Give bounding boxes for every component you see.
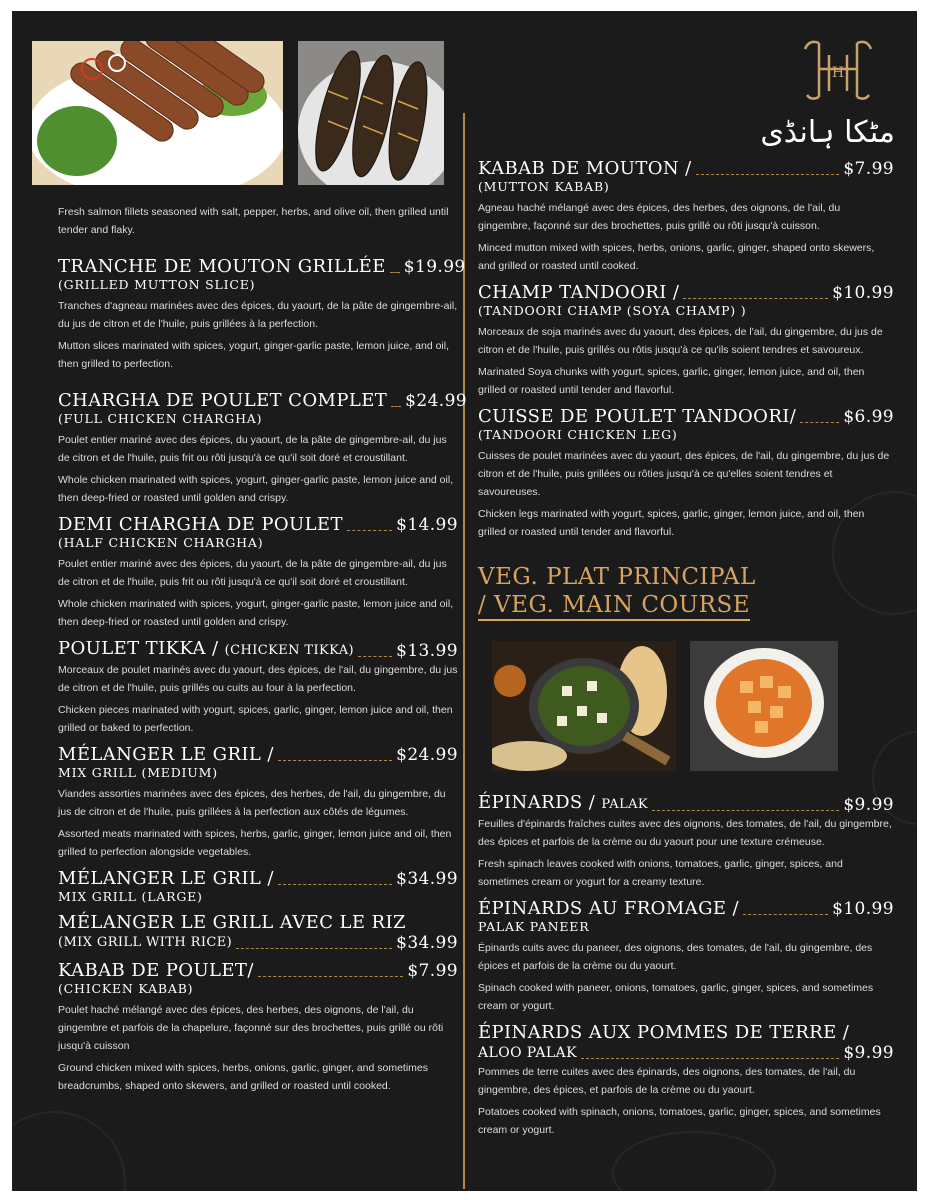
item-desc-en: Fresh spinach leaves cooked with onions, tomatoes, garlic, ginger, spices, and sometimes cream or yogurt for a creamy texture. (478, 858, 843, 888)
item-title: TRANCHE DE MOUTON GRILLÉE (58, 256, 386, 277)
item-subtitle: (TANDOORI CHAMP (SOYA CHAMP) ) (478, 303, 747, 318)
menu-item-chicken-tikka (58, 639, 458, 737)
item-price: $34.99 (396, 869, 458, 889)
item-desc-fr: Poulet entier mariné avec des épices, du yaourt, de la pâte de gingembre-ail, du jus de citron et de l'huile, puis frit ou rôti jusqu'à ce qu'il soit doré et croustillant. (58, 434, 447, 464)
veg-section-title-line1: VEG. PLAT PRINCIPAL (478, 564, 756, 590)
menu-item-palak-paneer (478, 899, 894, 1015)
item-subtitle: MIX GRILL (LARGE) (58, 889, 203, 904)
logo-letter: H (831, 65, 845, 81)
item-price: $19.99 (403, 257, 466, 277)
item-price: $34.99 (396, 933, 458, 953)
item-price: $6.99 (843, 407, 894, 427)
item-price: $10.99 (832, 283, 894, 303)
item-subtitle: (GRILLED MUTTON SLICE) (58, 277, 256, 292)
item-desc-en: Assorted meats marinated with spices, herbs, garlic, ginger, lemon juice and oil, then grilled to perfection alongside vegetables. (58, 828, 452, 858)
item-title: CHAMP TANDOORI / (478, 282, 680, 303)
item-price: $9.99 (843, 1043, 894, 1063)
item-desc-fr: Tranches d'agneau marinées avec des épices, du yaourt, de la pâte de gingembre-ail, du jus de citron et de l'huile, puis grillées à la perfection. (58, 300, 458, 330)
grilled-fish-photo (298, 41, 444, 185)
item-desc-fr: Poulet haché mélangé avec des épices, des herbes, des oignons, de l'ail, du gingembre et parfois de la chapelure, façonné sur des brochettes, puis grillé ou rôti jusqu'à cuisson (58, 1004, 444, 1052)
item-price: $24.99 (396, 745, 458, 765)
item-desc-en: Mutton slices marinated with spices, yogurt, ginger-garlic paste, lemon juice, and oil, then grilled to perfection. (58, 340, 450, 370)
item-subtitle: (CHICKEN KABAB) (58, 981, 194, 996)
item-desc-fr: Pommes de terre cuites avec des épinards, des oignons, des tomates, de l'ail, du gingembre, des épices, et parfois de la crème ou du yaourt. (478, 1066, 856, 1096)
item-price: $24.99 (405, 391, 468, 411)
intro-description: Fresh salmon fillets seasoned with salt, pepper, herbs, and olive oil, then grilled until tender and flaky. (58, 206, 449, 236)
item-desc-en: Spinach cooked with paneer, onions, tomatoes, garlic, ginger, spices, and sometimes cream or yogurt. (478, 982, 874, 1012)
urdu-restaurant-name: مٹکا ہانڈی (760, 115, 895, 150)
paneer-curry-photo (690, 641, 838, 771)
left-column (58, 203, 468, 1103)
item-desc-fr: Épinards cuits avec du paneer, des oignons, des tomates, de l'ail, du gingembre, des épices et parfois de la crème ou du yaourt. (478, 942, 873, 972)
item-subtitle: (HALF CHICKEN CHARGHA) (58, 535, 264, 550)
menu-item-tandoori-chicken-leg (478, 407, 894, 541)
seekh-kebab-photo (32, 41, 283, 185)
item-desc-fr: Agneau haché mélangé avec des épices, des herbes, des oignons, de l'ail, du gingembre, façonné sur des brochettes, puis grillé ou rôti jusqu'à cuisson. (478, 202, 841, 232)
item-desc-en: Whole chicken marinated with spices, yogurt, ginger-garlic paste, lemon juice and oil, then deep-fried or roasted until golden and crispy. (58, 598, 454, 628)
item-title-english: (CHICKEN TIKKA) (224, 643, 354, 658)
item-desc-fr: Viandes assorties marinées avec des épices, des herbes, de l'ail, du gingembre, du jus de citron et de l'huile, puis grillées à la perfection aux côtés de légumes. (58, 788, 446, 818)
item-subtitle: PALAK PANEER (478, 919, 590, 934)
item-title-english: PALAK (601, 797, 649, 812)
item-price: $7.99 (407, 961, 458, 981)
item-price: $9.99 (843, 795, 894, 815)
item-desc-fr: Feuilles d'épinards fraîches cuites avec des oignons, des tomates, de l'ail, du gingembre, des épices et parfois de la crème ou du yaourt pour une texture crémeuse. (478, 818, 892, 848)
item-title: ÉPINARDS AU FROMAGE / (478, 898, 739, 919)
item-title: CHARGHA DE POULET COMPLET (58, 390, 388, 411)
veg-section-title-line2: / VEG. MAIN COURSE (478, 591, 750, 621)
item-desc-en: Minced mutton mixed with spices, herbs, onions, garlic, ginger, shaped onto skewers, and grilled or roasted until cooked. (478, 242, 875, 272)
menu-item-mix-grill-with-rice (58, 913, 458, 953)
item-price: $13.99 (396, 641, 458, 661)
menu-page (12, 11, 917, 1191)
item-desc-fr: Poulet entier mariné avec des épices, du yaourt, de la pâte de gingembre-ail, du jus de citron et de l'huile, puis frit ou rôti jusqu'à ce qu'il soit doré et croustillant. (58, 558, 447, 588)
item-desc-en: Chicken legs marinated with yogurt, spices, garlic, ginger, lemon juice, and oil, then grilled or roasted until tender and flavorful. (478, 508, 865, 538)
item-desc-en: Ground chicken mixed with spices, herbs, onions, garlic, ginger, and sometimes breadcrumbs, shaped onto skewers, and grilled or roasted until cooked. (58, 1062, 429, 1092)
palak-paneer-photo (492, 641, 676, 771)
menu-item-half-chicken-chargha (58, 515, 458, 631)
item-subtitle: ALOO PALAK (478, 1045, 577, 1061)
item-title: MÉLANGER LE GRIL / (58, 868, 274, 889)
background-doodle (12, 1111, 126, 1191)
item-title: ÉPINARDS AUX POMMES DE TERRE / (478, 1022, 850, 1043)
menu-item-mix-grill-medium (58, 745, 458, 861)
item-desc-fr: Cuisses de poulet marinées avec du yaourt, des épices, de l'ail, du gingembre, du jus de citron et de l'huile, puis grillées ou rôties jusqu'à ce qu'elles soient tendres et savoureuses. (478, 450, 890, 498)
item-subtitle: (MUTTON KABAB) (478, 179, 610, 194)
item-desc-en: Whole chicken marinated with spices, yogurt, ginger-garlic paste, lemon juice and oil, then deep-fried or roasted until golden and crispy. (58, 474, 454, 504)
item-title: DEMI CHARGHA DE POULET (58, 514, 343, 535)
menu-item-mix-grill-large (58, 869, 458, 905)
item-desc-fr: Morceaux de poulet marinés avec du yaourt, des épices, de l'ail, du gingembre, du jus de citron et de l'huile, puis grillés ou cuits au four à la perfection. (58, 664, 458, 694)
item-title: MÉLANGER LE GRIL / (58, 744, 274, 765)
item-desc-en: Marinated Soya chunks with yogurt, spices, garlic, ginger, lemon juice, and oil, then grilled or roasted until tender and flavorful. (478, 366, 865, 396)
item-subtitle: (FULL CHICKEN CHARGHA) (58, 411, 263, 426)
item-title: ÉPINARDS / PALAK (478, 792, 649, 813)
menu-item-aloo-palak (478, 1023, 894, 1139)
item-desc-fr: Morceaux de soja marinés avec du yaourt, des épices, de l'ail, du gingembre, du jus de citron et de l'huile, puis grillés ou rôtis jusqu'à ce qu'ils soient tendres et savoureux. (478, 326, 883, 356)
item-price: $7.99 (843, 159, 894, 179)
item-price: $14.99 (396, 515, 458, 535)
item-title: KABAB DE POULET/ (58, 960, 254, 981)
item-subtitle: MIX GRILL (MEDIUM) (58, 765, 218, 780)
item-price: $10.99 (832, 899, 894, 919)
right-column (478, 159, 894, 1147)
item-desc-en: Potatoes cooked with spinach, onions, tomatoes, garlic, ginger, spices, and sometimes cream or yogurt. (478, 1106, 881, 1136)
menu-item-mutton-kabab (478, 159, 894, 275)
menu-item-full-chicken-chargha (58, 390, 468, 507)
item-title: POULET TIKKA / (CHICKEN TIKKA) (58, 638, 354, 659)
item-desc-en: Chicken pieces marinated with yogurt, spices, garlic, ginger, lemon juice and oil, then grilled or baked to perfection. (58, 704, 453, 734)
menu-item-chicken-kabab (58, 961, 458, 1095)
menu-item-palak (478, 793, 894, 891)
item-title: CUISSE DE POULET TANDOORI/ (478, 406, 797, 427)
item-subtitle: (TANDOORI CHICKEN LEG) (478, 427, 678, 442)
menu-item-tandoori-champ (478, 283, 894, 399)
item-subtitle: (MIX GRILL WITH RICE) (58, 935, 233, 950)
restaurant-logo (799, 35, 879, 105)
menu-item-grilled-mutton-slice (58, 256, 466, 373)
item-title: MÉLANGER LE GRILL AVEC LE RIZ (58, 912, 406, 933)
veg-photo-row (478, 641, 894, 781)
veg-section-title (478, 563, 894, 621)
item-title: KABAB DE MOUTON / (478, 158, 692, 179)
